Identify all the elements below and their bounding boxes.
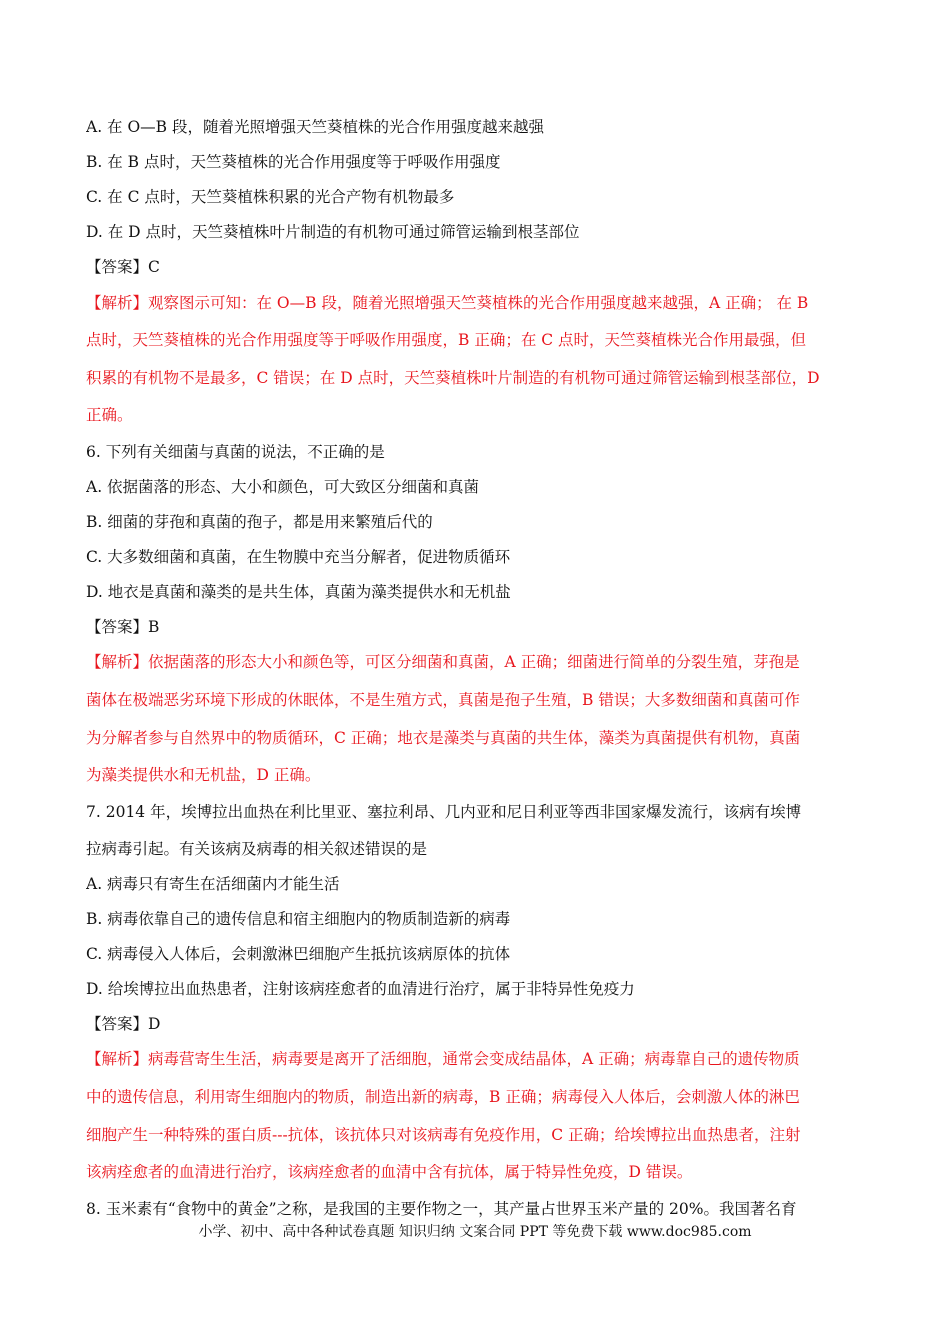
q5-option-a: A. 在 O—B 段，随着光照增强天竺葵植株的光合作用强度越来越强 — [86, 118, 545, 136]
q7-analysis-line: 细胞产生一种特殊的蛋白质---抗体，该抗体只对该病毒有免疫作用，C 正确；给埃博拉出血热患者，注射 — [86, 1126, 801, 1144]
q6-option-c: C. 大多数细菌和真菌，在生物膜中充当分解者，促进物质循环 — [86, 548, 511, 566]
q5-option-c: C. 在 C 点时，天竺葵植株积累的光合产物有机物最多 — [86, 188, 455, 206]
q7-analysis-line: 该病痊愈者的血清进行治疗，该病痊愈者的血清中含有抗体，属于特异性免疫，D 错误。 — [86, 1163, 693, 1181]
q6-analysis-line: 菌体在极端恶劣环境下形成的休眠体，不是生殖方式，真菌是孢子生殖，B 错误；大多数细菌和真菌可作 — [86, 691, 800, 709]
q6-option-b: B. 细菌的芽孢和真菌的孢子，都是用来繁殖后代的 — [86, 513, 433, 531]
q7-stem-line: 7. 2014 年，埃博拉出血热在利比里亚、塞拉利昂、几内亚和尼日利亚等西非国家爆发流行，该病有埃博 — [86, 803, 802, 821]
q7-answer: 【答案】D — [86, 1015, 161, 1033]
q5-analysis-line: 正确。 — [86, 406, 133, 424]
q7-option-a: A. 病毒只有寄生在活细菌内才能生活 — [86, 875, 340, 893]
q7-option-c: C. 病毒侵入人体后，会刺激淋巴细胞产生抵抗该病原体的抗体 — [86, 945, 511, 963]
q7-analysis-line: 中的遗传信息，利用寄生细胞内的物质，制造出新的病毒，B 正确；病毒侵入人体后，会刺激人体的淋巴 — [86, 1088, 800, 1106]
q5-option-b: B. 在 B 点时，天竺葵植株的光合作用强度等于呼吸作用强度 — [86, 153, 501, 171]
q8-stem: 8. 玉米素有“食物中的黄金”之称，是我国的主要作物之一，其产量占世界玉米产量的 20%。我国著名育 — [86, 1200, 797, 1218]
q5-analysis-line: 【解析】观察图示可知：在 O—B 段，随着光照增强天竺葵植株的光合作用强度越来越强，A 正确； 在 B — [86, 294, 809, 312]
q6-analysis-line: 为藻类提供水和无机盐，D 正确。 — [86, 766, 321, 784]
q6-option-d: D. 地衣是真菌和藻类的是共生体，真菌为藻类提供水和无机盐 — [86, 583, 511, 601]
q6-option-a: A. 依据菌落的形态、大小和颜色，可大致区分细菌和真菌 — [86, 478, 480, 496]
q6-analysis-line: 为分解者参与自然界中的物质循环，C 正确；地衣是藻类与真菌的共生体，藻类为真菌提供有机物，真菌 — [86, 729, 801, 747]
q5-option-d: D. 在 D 点时，天竺葵植株叶片制造的有机物可通过筛管运输到根茎部位 — [86, 223, 580, 241]
page-footer: 小学、初中、高中各种试卷真题 知识归纳 文案合同 PPT 等免费下载 www.doc985.com — [198, 1224, 752, 1240]
q5-answer: 【答案】C — [86, 258, 160, 276]
q7-stem-line: 拉病毒引起。有关该病及病毒的相关叙述错误的是 — [86, 840, 428, 858]
q6-answer: 【答案】B — [86, 618, 160, 636]
q5-analysis-line: 积累的有机物不是最多，C 错误；在 D 点时，天竺葵植株叶片制造的有机物可通过筛管运输到根茎部位，D — [86, 369, 820, 387]
q7-analysis-line: 【解析】病毒营寄生生活，病毒要是离开了活细胞，通常会变成结晶体，A 正确；病毒靠自己的遗传物质 — [86, 1050, 800, 1068]
q5-analysis-line: 点时，天竺葵植株的光合作用强度等于呼吸作用强度，B 正确；在 C 点时，天竺葵植株光合作用最强，但 — [86, 331, 807, 349]
q7-option-d: D. 给埃博拉出血热患者，注射该病痊愈者的血清进行治疗，属于非特异性免疫力 — [86, 980, 635, 998]
q6-stem: 6. 下列有关细菌与真菌的说法，不正确的是 — [86, 443, 385, 461]
q7-option-b: B. 病毒依靠自己的遗传信息和宿主细胞内的物质制造新的病毒 — [86, 910, 511, 928]
q6-analysis-line: 【解析】依据菌落的形态大小和颜色等，可区分细菌和真菌，A 正确；细菌进行简单的分裂生殖，芽孢是 — [86, 653, 800, 671]
